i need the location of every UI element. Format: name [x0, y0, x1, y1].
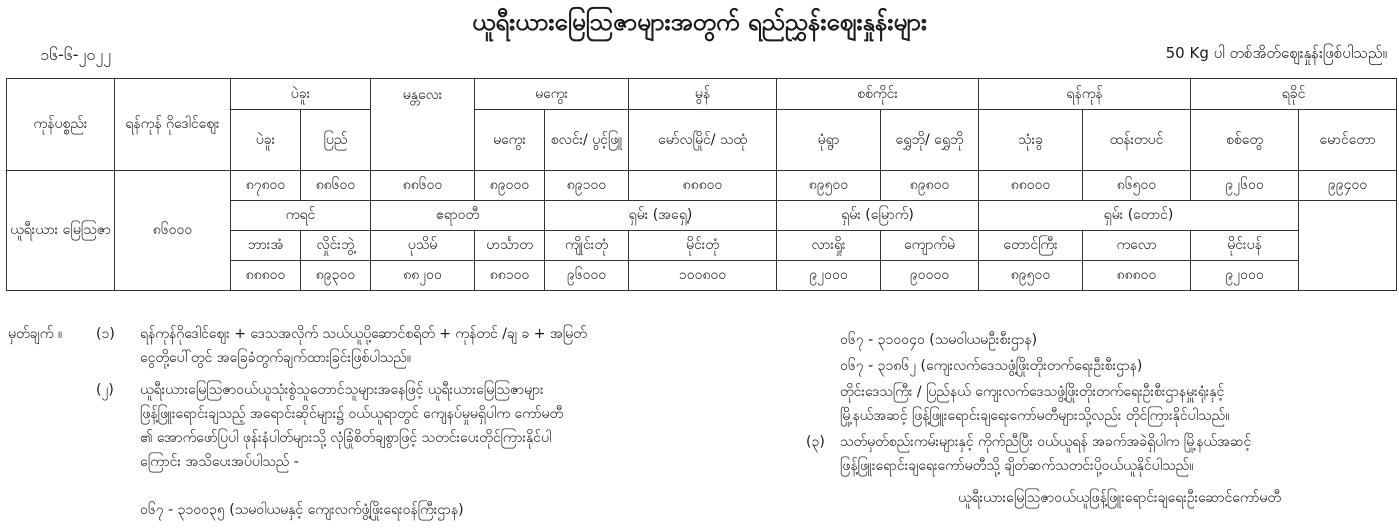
header-yangon-depot: ရန်ကုန် ဂိုဒေါင်ဈေး	[115, 79, 231, 171]
price-cell: ၉၀၀၀၀	[881, 261, 979, 291]
date: ၁၆-၆-၂၀၂၂	[40, 45, 112, 64]
note-text: ရန်ကုန်ဂိုဒေါင်ဈေး + ဒေသအလိုက် သယ်ယူပို့ဆောင်စရိတ် + ကုန်တင် /ချ ခ + အမြတ်	[140, 326, 587, 342]
group-header: ရန်ကုန်	[979, 79, 1191, 110]
group-header: မကွေး	[475, 79, 629, 110]
subheader: မောင်တော	[1299, 110, 1397, 171]
price-cell: ၉၂၀၀၀	[1191, 261, 1299, 291]
phone-line: ၀၆၇ - ၃၁၀၀၃၅ (သမဝါယမနှင့် ကျေးလက်ဖွံ့ဖြိုးရေးဝန်ကြီးဌာန)	[140, 502, 464, 518]
note-text: ဖြန့်ဖြူးရောင်းချသည့် အရောင်းဆိုင်များ၌ ဝယ်ယူရာတွင် ကျေနပ်မှုမရှိပါက ကော်မတီ	[140, 406, 564, 422]
note-text: ငွေတို့ပေါ်တွင် အခြေခံတွက်ချက်ထားခြင်းဖြစ်ပါသည်။	[140, 350, 412, 366]
price-cell: ၉၂၀၀၀	[777, 261, 881, 291]
note-text: သတ်မှတ်စည်းကမ်းများနှင့် ကိုက်ညီပြီး ဝယ်ယူရန် အခက်အခဲရှိပါက မြို့နယ်အဆင့်	[840, 434, 1252, 450]
subheader: သုံးခွ	[979, 110, 1083, 171]
subheader: လားရှိုး	[777, 231, 881, 261]
group-header: မွန်	[629, 79, 777, 110]
price-cell: ၈၉၀၀၀	[475, 171, 545, 201]
price-cell: ၈၉၁၀၀	[545, 171, 629, 201]
price-table	[6, 78, 1397, 291]
subheader: ဘားအံ	[231, 231, 301, 261]
yangon-price: ၈၆၀၀၀	[115, 171, 231, 291]
group-header: ဧရာဝတီ	[371, 201, 545, 231]
subheader: လှိုင်းဘွဲ့	[301, 231, 371, 261]
subheader: ပြည်	[301, 110, 371, 171]
subheader: မော်လမြိုင်/ သထုံ	[629, 110, 777, 171]
group-header: မန္တလေး	[371, 79, 475, 171]
group-header: စစ်ကိုင်း	[777, 79, 979, 110]
price-cell: ၈၉၈၀၀	[881, 171, 979, 201]
notes-section	[0, 322, 1399, 529]
price-cell: ၈၉၅၀၀	[979, 261, 1083, 291]
header-category: ကုန်ပစ္စည်း	[7, 79, 115, 171]
group-header: ရှမ်း (မြောက်)	[777, 201, 979, 231]
price-cell: ၈၈၆၀၀	[371, 171, 475, 201]
group-header: ရှမ်း (အရှေ့)	[545, 201, 777, 231]
price-cell: ၉၂၆၀၀	[1191, 171, 1299, 201]
price-cell: ၈၆၅၀၀	[1083, 171, 1191, 201]
unit-note: 50 Kg ပါ တစ်အိတ်ဈေးနှုန်းဖြစ်ပါသည်။	[1165, 44, 1387, 62]
note-text: ယူရီးယားမြေသြဇာဝယ်ယူသုံးစွဲသူတောင်သူများအနေဖြင့် ယူရီးယားမြေသြဇာများ	[140, 382, 544, 398]
signature: ယူရီးယားမြေသြဇာဝယ်ယူဖြန့်ဖြူးရောင်းချရေးဦးဆောင်ကော်မတီ	[958, 490, 1281, 506]
price-cell: ၈၈၈၀၀	[629, 171, 777, 201]
price-cell: ၈၉၅၀၀	[777, 171, 881, 201]
price-cell: ၈၈၀၀၀	[979, 171, 1083, 201]
subheader: မိုင်းပန်	[1191, 231, 1299, 261]
price-cell: ၉၉၄၀၀	[1299, 171, 1397, 201]
subheader: ကျောက်မဲ	[881, 231, 979, 261]
note-text: တိုင်းဒေသကြီး / ပြည်နယ် ကျေးလက်ဒေသဖွံ့ဖြိုးတိုးတက်ရေးဦးစီးဌာနမှူးရုံးနှင့်	[840, 384, 1225, 400]
group-header: ရှမ်း (တောင်)	[979, 201, 1299, 231]
price-cell: ၈၈၂၀၀	[371, 261, 475, 291]
subheader: ဟင်္သာတ	[475, 231, 545, 261]
subheader: မကွေး	[475, 110, 545, 171]
notes-label: မှတ်ချက် ။	[8, 326, 63, 342]
subheader: စစ်တွေ	[1191, 110, 1299, 171]
subheader: ရွှေဘို/ ရွှေဘို	[881, 110, 979, 171]
note-text: ၏ အောက်ဖော်ပြပါ ဖုန်းနံပါတ်များသို့ လုံခြုံစိတ်ချစွာဖြင့် သတင်းပေးတိုင်ကြားနိုင်ပါ	[140, 430, 552, 446]
subheader: စလင်း/ ပွင့်ဖြူ	[545, 110, 629, 171]
blank-cell	[1299, 201, 1397, 291]
subheader: တောင်ကြီး	[979, 231, 1083, 261]
phone-line: ၀၆၇ - ၃၁၀၀၄၀ (သမဝါယမဦးစီးဌာန)	[840, 332, 1038, 348]
price-cell: ၉၆၀၀၀	[545, 261, 629, 291]
phone-line: ၀၆၇ - ၃၁၈၆၂ (ကျေးလက်ဒေသဖွံ့ဖြိုးတိုးတက်ရေးဦးစီးဌာန)	[840, 358, 1143, 374]
subheader: ပုသိမ်	[371, 231, 475, 261]
product-name: ယူရီးယား မြေသြဇာ	[7, 171, 115, 291]
price-cell: ၈၈၆၀၀	[301, 171, 371, 201]
group-header: ပဲခူး	[231, 79, 371, 110]
note-number: (၁)	[96, 326, 115, 342]
page-title: ယူရီးယားမြေသြဇာများအတွက် ရည်ညွှန်းဈေးနှုန်းများ	[472, 8, 927, 36]
subheader: မိုင်းတုံ	[629, 231, 777, 261]
note-text: ကြောင်း အသိပေးအပ်ပါသည် -	[140, 454, 299, 470]
note-text: မြို့နယ်အဆင့် ဖြန့်ဖြူးရောင်းချရေးကော်မတီများသို့လည်း တိုင်ကြားနိုင်ပါသည်။	[840, 408, 1230, 424]
group-header: ရခိုင်	[1191, 79, 1397, 110]
price-cell: ၁၀၀၈၀၀	[629, 261, 777, 291]
price-cell: ၈၇၈၀၀	[231, 171, 301, 201]
price-cell: ၈၈၈၀၀	[231, 261, 301, 291]
subheader: ပဲခူး	[231, 110, 301, 171]
note-text: ဖြန့်ဖြူးရောင်းချရေးကော်မတီသို့ ချိတ်ဆက်သတင်းပို့ဝယ်ယူနိုင်ပါသည်။	[840, 458, 1194, 474]
subheader: ကလော	[1083, 231, 1191, 261]
subheader: ကျိုင်းတုံ	[545, 231, 629, 261]
price-cell: ၈၈၈၀၀	[1083, 261, 1191, 291]
group-header: ကရင်	[231, 201, 371, 231]
note-number: (၂)	[96, 382, 114, 398]
note-number: (၃)	[806, 434, 825, 450]
subheader: ထန်းတပင်	[1083, 110, 1191, 171]
subheader: မုံရွာ	[777, 110, 881, 171]
price-cell: ၈၈၁၀၀	[475, 261, 545, 291]
price-cell: ၈၉၃၀၀	[301, 261, 371, 291]
